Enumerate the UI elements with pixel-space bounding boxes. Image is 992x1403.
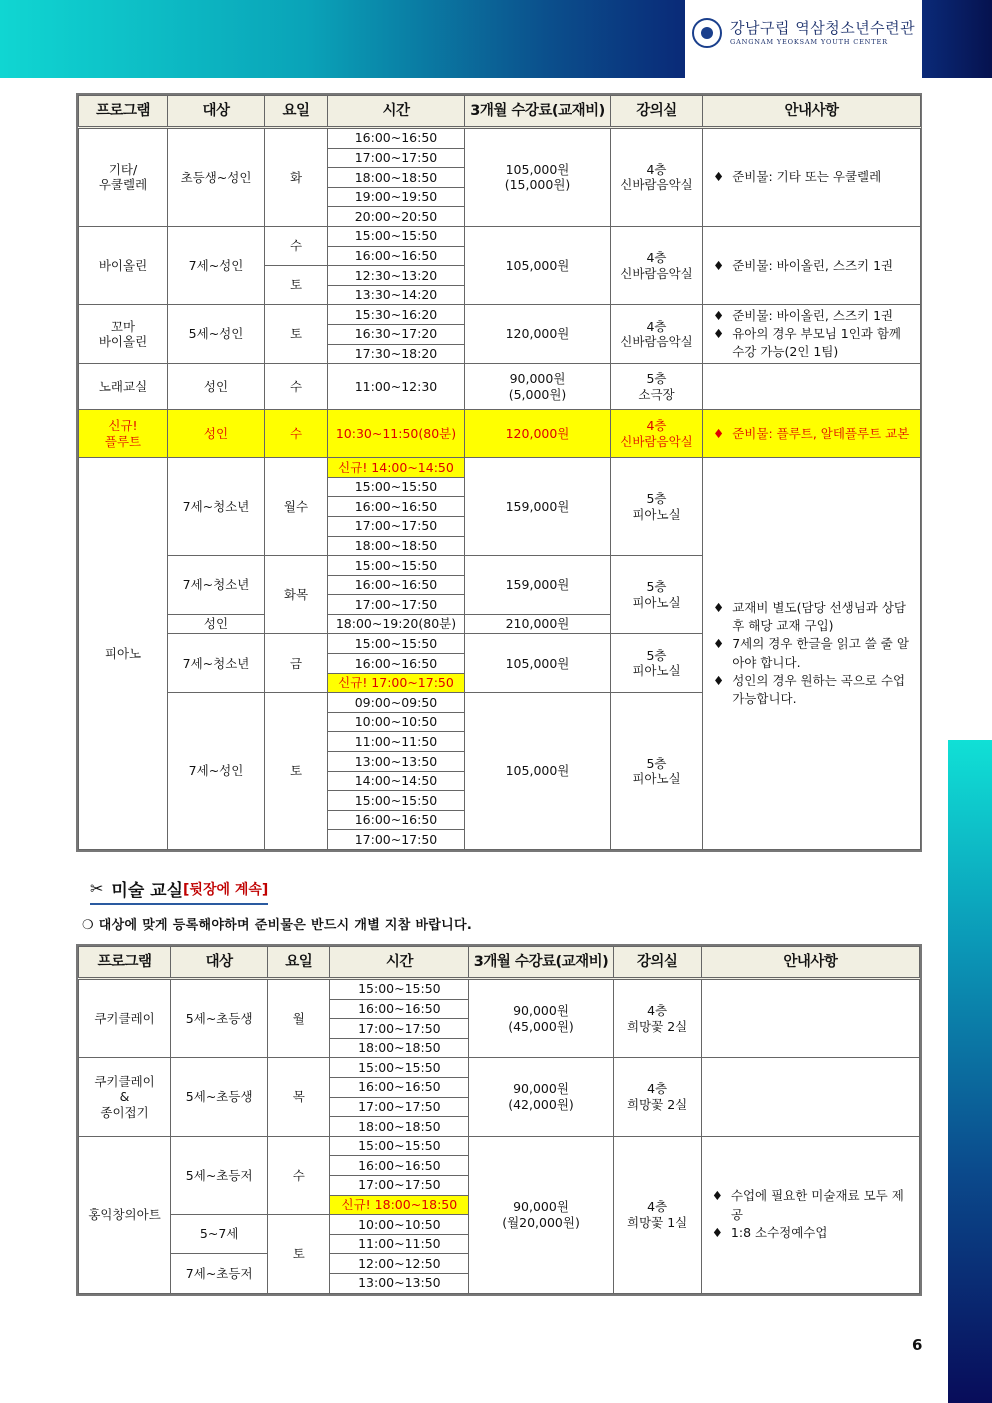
time-cell: 09:00~09:50 [328, 693, 465, 713]
time-cell: 14:00~14:50 [328, 771, 465, 791]
target-cell: 7세~청소년 [168, 458, 265, 556]
time-cell: 13:30~14:20 [328, 285, 465, 305]
col-header: 요일 [265, 96, 328, 128]
day-cell: 월수 [265, 458, 328, 556]
col-header: 3개월 수강료(교재비) [469, 947, 613, 979]
time-cell: 16:00~16:50 [328, 246, 465, 266]
room-cell: 5층 피아노실 [611, 458, 703, 556]
art-schedule-table [76, 944, 922, 1296]
notes-cell: ♦ 준비물: 기타 또는 우쿨렐레 [703, 128, 921, 227]
time-cell: 16:00~16:50 [330, 1077, 469, 1097]
notes-cell [701, 1058, 919, 1136]
time-cell: 11:00~12:30 [328, 364, 465, 410]
target-cell: 7세~청소년 [168, 556, 265, 615]
table-row [79, 458, 921, 478]
header-gradient-bar [0, 0, 685, 78]
org-name-en: GANGNAM YEOKSAM YOUTH CENTER [730, 37, 888, 46]
fee-cell: 120,000원 [465, 305, 611, 364]
fee-cell: 105,000원 [465, 634, 611, 693]
target-cell: 5세~초등생 [171, 1058, 268, 1136]
time-cell: 17:00~17:50 [328, 830, 465, 850]
room-cell: 4층 희망꽃 2실 [613, 979, 701, 1058]
fee-cell: 120,000원 [465, 410, 611, 458]
time-cell: 18:00~18:50 [328, 168, 465, 188]
target-cell: 성인 [168, 614, 265, 634]
col-header: 안내사항 [703, 96, 921, 128]
time-cell: 17:00~17:50 [330, 1097, 469, 1117]
target-cell: 7세~청소년 [168, 634, 265, 693]
continued-label: [뒷장에 계속] [183, 881, 269, 898]
notes-cell: ♦ 수업에 필요한 미술재료 모두 제공 ♦ 1:8 소수정예수업 [701, 1136, 919, 1293]
target-cell: 성인 [168, 364, 265, 410]
time-cell: 15:00~15:50 [328, 634, 465, 654]
col-header: 프로그램 [79, 96, 168, 128]
table-row-highlight [79, 410, 921, 458]
target-cell: 7세~초등저 [171, 1254, 268, 1293]
day-cell: 화목 [265, 556, 328, 634]
fee-cell: 159,000원 [465, 458, 611, 556]
time-cell: 17:30~18:20 [328, 344, 465, 364]
fee-cell: 90,000원 (월20,000원) [469, 1136, 613, 1293]
time-cell: 18:00~18:50 [330, 1117, 469, 1137]
room-cell: 5층 피아노실 [611, 556, 703, 634]
time-cell: 16:30~17:20 [328, 324, 465, 344]
target-cell: 5세~초등저 [171, 1136, 268, 1214]
scissors-icon: ✂ [90, 879, 104, 898]
day-cell: 월 [268, 979, 330, 1058]
table-row [79, 979, 920, 1000]
col-header: 강의실 [613, 947, 701, 979]
room-cell: 4층 신바람음악실 [611, 128, 703, 227]
note-text: 교재비 별도(담당 선생님과 상담 후 해당 교재 구입) [732, 600, 906, 634]
col-header: 시간 [330, 947, 469, 979]
time-cell: 13:00~13:50 [330, 1273, 469, 1293]
day-cell: 목 [268, 1058, 330, 1136]
table-row [79, 128, 921, 149]
note-text: 준비물: 바이올린, 스즈키 1권 [732, 257, 894, 273]
time-cell: 16:00~16:50 [330, 1156, 469, 1176]
day-cell: 토 [265, 305, 328, 364]
fee-cell: 90,000원 (5,000원) [465, 364, 611, 410]
day-cell: 수 [268, 1136, 330, 1214]
table-row [79, 364, 921, 410]
notes-cell: ♦ 교재비 별도(담당 선생님과 상담 후 해당 교재 구입) ♦ 7세의 경우 한글을 읽고 쓸 줄 알아야 합니다. ♦ 성인의 경우 원하는 곡으로 수업 가능합니다. [703, 458, 921, 850]
table-row [79, 1058, 920, 1078]
fee-cell: 105,000원 [465, 693, 611, 850]
col-header: 대상 [171, 947, 268, 979]
time-cell: 15:00~15:50 [328, 791, 465, 811]
col-header: 안내사항 [701, 947, 919, 979]
time-cell: 18:00~18:50 [330, 1038, 469, 1058]
time-cell: 16:00~16:50 [330, 999, 469, 1019]
program-cell: 쿠키클레이 & 종이접기 [79, 1058, 171, 1136]
time-cell: 15:30~16:20 [328, 305, 465, 325]
note-text: 성인의 경우 원하는 곡으로 수업 가능합니다. [732, 672, 906, 706]
time-cell: 16:00~16:50 [328, 654, 465, 674]
room-cell: 4층 희망꽃 1실 [613, 1136, 701, 1293]
note-text: 수업에 필요한 미술재료 모두 제공 [730, 1188, 904, 1222]
notes-cell: ♦ 준비물: 바이올린, 스즈키 1권 ♦ 유아의 경우 부모님 1인과 함께 수강 가능(2인 1팀) [703, 305, 921, 364]
target-cell: 7세~성인 [168, 226, 265, 304]
target-cell: 성인 [168, 410, 265, 458]
time-cell: 16:00~16:50 [328, 128, 465, 149]
program-cell: 노래교실 [79, 364, 168, 410]
time-cell: 10:00~10:50 [330, 1215, 469, 1235]
time-cell: 18:00~18:50 [328, 536, 465, 556]
room-cell: 4층 신바람음악실 [611, 305, 703, 364]
time-cell: 15:00~15:50 [330, 979, 469, 1000]
col-header: 강의실 [611, 96, 703, 128]
room-cell: 4층 신바람음악실 [611, 410, 703, 458]
notice-text: 대상에 맞게 등록해야하며 준비물은 반드시 개별 지참 바랍니다. [98, 918, 473, 933]
note-text: 준비물: 플루트, 알테플루트 교본 [732, 425, 910, 441]
day-cell: 수 [265, 364, 328, 410]
note-text: 1:8 소수정예수업 [730, 1224, 828, 1240]
time-cell: 15:00~15:50 [330, 1058, 469, 1078]
time-cell-new: 신규! 18:00~18:50 [330, 1195, 469, 1215]
time-cell: 18:00~19:20(80분) [328, 614, 465, 634]
day-cell: 금 [265, 634, 328, 693]
time-cell: 17:00~17:50 [328, 595, 465, 615]
day-cell: 토 [265, 266, 328, 305]
time-cell: 15:00~15:50 [328, 556, 465, 576]
time-cell: 17:00~17:50 [330, 1175, 469, 1195]
day-cell: 수 [265, 410, 328, 458]
section-title-text: 미술 교실 [111, 881, 184, 901]
note-text: 준비물: 기타 또는 우쿨렐레 [732, 169, 882, 185]
time-cell: 10:30~11:50(80분) [328, 410, 465, 458]
notes-cell [703, 364, 921, 410]
art-section-notice [82, 914, 472, 933]
time-cell: 16:00~16:50 [328, 497, 465, 517]
time-cell: 12:30~13:20 [328, 266, 465, 286]
fee-cell: 90,000원 (42,000원) [469, 1058, 613, 1136]
table-row [79, 1136, 920, 1156]
target-cell: 5~7세 [171, 1215, 268, 1254]
program-cell: 홍익창의아트 [79, 1136, 171, 1293]
col-header: 대상 [168, 96, 265, 128]
day-cell: 토 [268, 1215, 330, 1293]
art-section-title [90, 876, 268, 905]
day-cell: 화 [265, 128, 328, 227]
time-cell: 19:00~19:50 [328, 187, 465, 207]
note-text: 7세의 경우 한글을 읽고 쓸 줄 알아야 합니다. [732, 636, 909, 670]
table-row [79, 226, 921, 246]
col-header: 시간 [328, 96, 465, 128]
col-header: 프로그램 [79, 947, 171, 979]
table-row [79, 305, 921, 325]
table-header-row [79, 96, 921, 128]
notes-cell [701, 979, 919, 1058]
time-cell: 12:00~12:50 [330, 1254, 469, 1274]
time-cell-new: 신규! 14:00~14:50 [328, 458, 465, 478]
time-cell: 15:00~15:50 [330, 1136, 469, 1156]
program-cell: 기타/ 우쿨렐레 [79, 128, 168, 227]
target-cell: 5세~초등생 [171, 979, 268, 1058]
notes-cell: ♦ 준비물: 플루트, 알테플루트 교본 [703, 410, 921, 458]
circle-bullet-icon: ❍ [82, 918, 94, 933]
program-cell: 신규! 플루트 [79, 410, 168, 458]
header-corner-block [922, 0, 992, 78]
room-cell: 5층 피아노실 [611, 634, 703, 693]
room-cell: 4층 신바람음악실 [611, 226, 703, 304]
side-gradient-bar [948, 740, 992, 1403]
fee-cell: 105,000원 (15,000원) [465, 128, 611, 227]
fee-cell: 105,000원 [465, 226, 611, 304]
program-cell: 바이올린 [79, 226, 168, 304]
room-cell: 5층 소극장 [611, 364, 703, 410]
time-cell: 10:00~10:50 [328, 712, 465, 732]
time-cell: 15:00~15:50 [328, 226, 465, 246]
time-cell: 16:00~16:50 [328, 810, 465, 830]
day-cell: 수 [265, 226, 328, 265]
target-cell: 7세~성인 [168, 693, 265, 850]
program-cell: 쿠키클레이 [79, 979, 171, 1058]
org-seal-icon [692, 18, 722, 48]
time-cell-new: 신규! 17:00~17:50 [328, 673, 465, 693]
fee-cell: 210,000원 [465, 614, 611, 634]
time-cell: 17:00~17:50 [328, 516, 465, 536]
room-cell: 4층 희망꽃 2실 [613, 1058, 701, 1136]
target-cell: 초등생~성인 [168, 128, 265, 227]
time-cell: 13:00~13:50 [328, 752, 465, 772]
program-cell: 피아노 [79, 458, 168, 850]
org-logo [692, 18, 915, 48]
target-cell: 5세~성인 [168, 305, 265, 364]
day-cell: 토 [265, 693, 328, 850]
time-cell: 17:00~17:50 [328, 148, 465, 168]
music-schedule-table [76, 93, 922, 852]
program-cell: 꼬마 바이올린 [79, 305, 168, 364]
room-cell: 5층 피아노실 [611, 693, 703, 850]
fee-cell: 159,000원 [465, 556, 611, 615]
note-text: 준비물: 바이올린, 스즈키 1권 [732, 308, 894, 324]
time-cell: 16:00~16:50 [328, 575, 465, 595]
table-header-row [79, 947, 920, 979]
col-header: 요일 [268, 947, 330, 979]
org-name-kr: 강남구립 역삼청소년수련관 [730, 19, 916, 38]
time-cell: 17:00~17:50 [330, 1019, 469, 1039]
time-cell: 15:00~15:50 [328, 477, 465, 497]
time-cell: 11:00~11:50 [328, 732, 465, 752]
note-text: 유아의 경우 부모님 1인과 함께 수강 가능(2인 1팀) [732, 326, 901, 360]
time-cell: 11:00~11:50 [330, 1234, 469, 1254]
page-number: 6 [912, 1336, 923, 1354]
time-cell: 20:00~20:50 [328, 207, 465, 227]
col-header: 3개월 수강료(교재비) [465, 96, 611, 128]
fee-cell: 90,000원 (45,000원) [469, 979, 613, 1058]
notes-cell: ♦ 준비물: 바이올린, 스즈키 1권 [703, 226, 921, 304]
